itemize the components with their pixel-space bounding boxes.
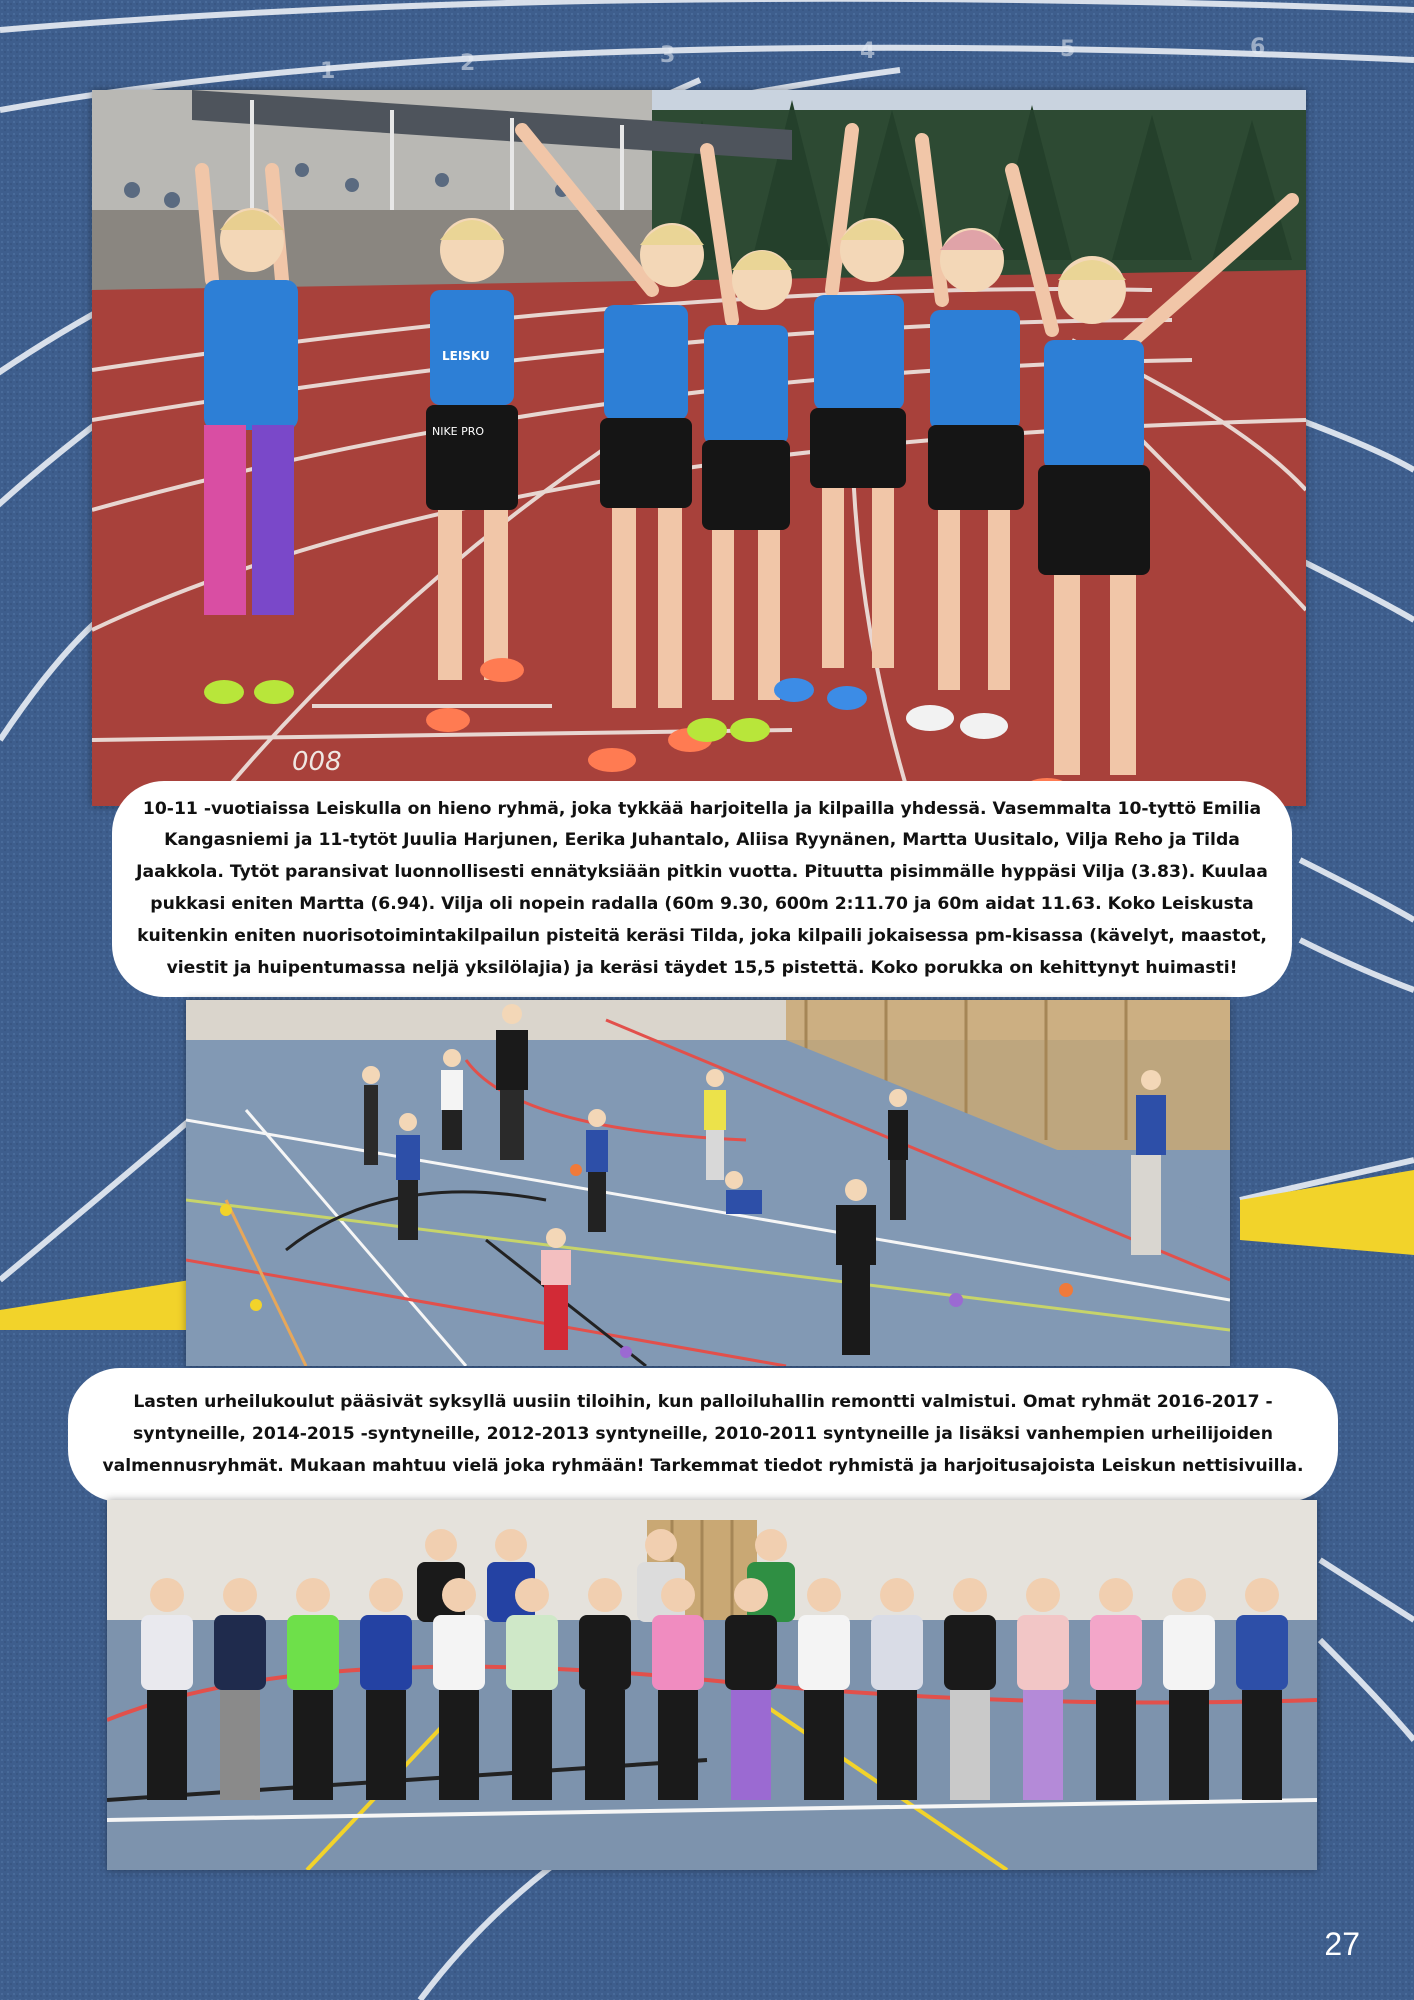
svg-text:2: 2 bbox=[460, 51, 476, 76]
page-number: 27 bbox=[1324, 1926, 1360, 1962]
photo-sports-hall-play bbox=[186, 1000, 1230, 1366]
photo-group-lineup bbox=[107, 1500, 1317, 1870]
svg-text:6: 6 bbox=[1250, 35, 1266, 60]
caption-girls-group bbox=[112, 781, 1292, 997]
svg-text:NIKE PRO: NIKE PRO bbox=[432, 425, 485, 438]
svg-text:LEISKU: LEISKU bbox=[442, 349, 490, 363]
svg-text:1: 1 bbox=[320, 59, 336, 84]
svg-text:3: 3 bbox=[660, 43, 676, 68]
svg-text:4: 4 bbox=[860, 39, 876, 64]
caption-sports-school bbox=[68, 1368, 1338, 1502]
caption-text: Lasten urheilukoulut pääsivät syksyllä uusiin tiloihin, kun palloiluhallin remontti valmistui. Omat ryhmät 2016-2017 -syntyneille, 2014-2015 -syntyneille, 2012-2013 syntyneille, 2010-2011 syntyneille ja lisäksi vanhempien urheilijoiden valmennusryhmät. Mukaan mahtuu vielä joka ryhmään! Tarkemmat tiedot ryhmistä ja harjoitusajoista Leiskun nettisivuilla. bbox=[102, 1392, 1304, 1476]
photo-girls-on-track bbox=[92, 90, 1306, 806]
caption-text: 10-11 -vuotiaissa Leiskulla on hieno ryhmä, joka tykkää harjoitella ja kilpailla yhdessä. Vasemmalta 10-tyttö Emilia Kangasniemi ja 11-tytöt Juulia Harjunen, Eerika Juhantalo, Aliisa Ryynänen, Martta Uusitalo, Vilja Reho ja Tilda Jaakkola. Tytöt paransivat luonnollisesti ennätyksiään pitkin vuotta. Pituutta pisimmälle hyppäsi Vilja (3.83). Kuulaa pukkasi eniten Martta (6.94). Vilja oli nopein radalla (60m 9.30, 600m 2:11.70 ja 60m aidat 11.63. Koko Leiskusta kuitenkin eniten nuorisotoimintakilpailun pisteitä keräsi Tilda, joka kilpaili jokaisessa pm-kisassa (kävelyt, maastot, viestit ja huipentumassa neljä yksilölajia) ja keräsi täydet 15,5 pistettä. Koko porukka on kehittynyt huimasti! bbox=[136, 798, 1268, 978]
track-marking: 008 bbox=[292, 747, 342, 777]
svg-text:5: 5 bbox=[1060, 37, 1076, 62]
